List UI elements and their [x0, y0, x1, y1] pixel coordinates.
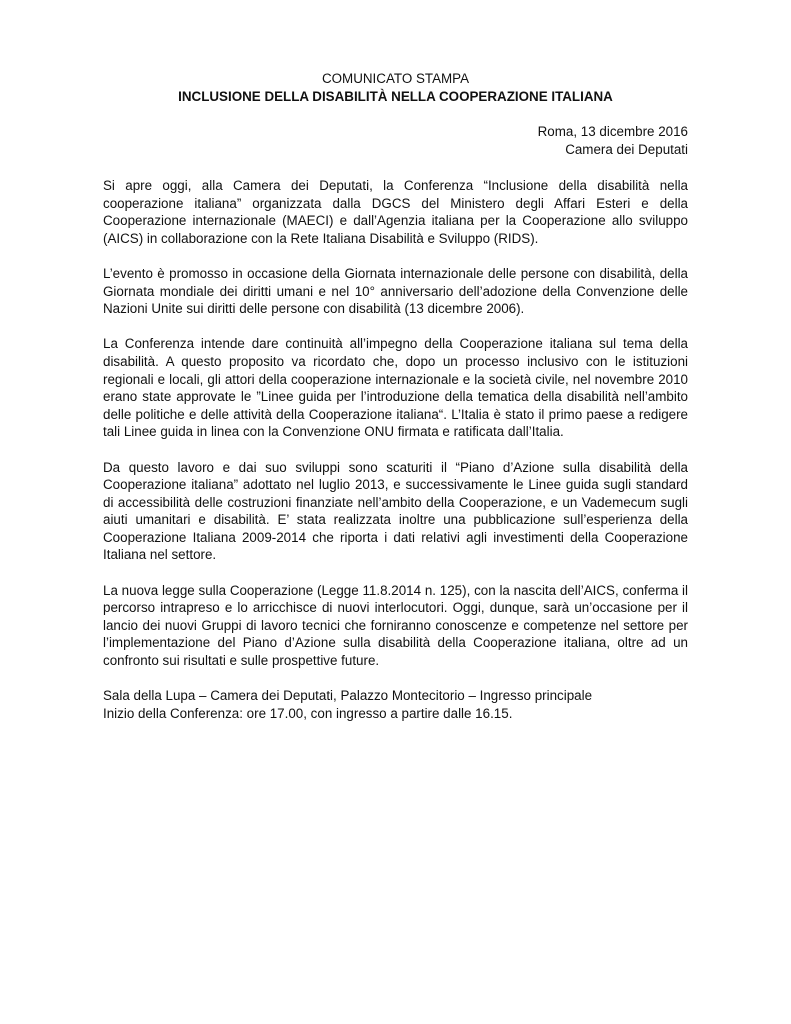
document-header: [103, 70, 688, 105]
place-date-block: [103, 123, 688, 158]
document-body: [103, 177, 688, 722]
paragraph-2: L’evento è promosso in occasione della Giornata internazionale delle persone con disabilità, della Giornata mondiale dei diritti umani e nel 10° anniversario dell’adozione della Convenzione delle Nazioni Unite sui diritti delle persone con disabilità (13 dicembre 2006).: [103, 265, 688, 317]
event-venue: Sala della Lupa – Camera dei Deputati, Palazzo Montecitorio – Ingresso principale: [103, 688, 593, 704]
release-place: Camera dei Deputati: [565, 141, 688, 157]
release-date: Roma, 13 dicembre 2016: [537, 124, 688, 139]
event-info: [103, 687, 688, 722]
paragraph-1: Si apre oggi, alla Camera dei Deputati, la Conferenza “Inclusione della disabilità nella cooperazione italiana” organizzata dalla DGCS del Ministero degli Affari Esteri e della Cooperazione internazionale (MAECI) e dall’Agenzia italiana per la Cooperazione allo sviluppo (AICS) in collaborazione con la Rete Italiana Disabilità e Sviluppo (RIDS).: [103, 178, 688, 246]
document-title: INCLUSIONE DELLA DISABILITÀ NELLA COOPERAZIONE ITALIANA: [178, 88, 613, 104]
paragraph-4: Da questo lavoro e dai suo sviluppi sono scaturiti il “Piano d’Azione sulla disabilità della Cooperazione italiana” adottato nel luglio 2013, e successivamente le Linee guida sugli standard di accessibilità delle costruzioni finanziate nell’ambito della Cooperazione, e un Vademecum sugli aiuti umanitari e disabilità. E’ stata realizzata inoltre una pubblicazione sull’esperienza della Cooperazione Italiana 2009-2014 che riporta i dati relativi agli investimenti della Cooperazione Italiana nel settore.: [103, 459, 688, 563]
event-time: Inizio della Conferenza: ore 17.00, con ingresso a partire dalle 16.15.: [103, 705, 513, 721]
paragraph-3: La Conferenza intende dare continuità all’impegno della Cooperazione italiana sul tema della disabilità. A questo proposito va ricordato che, dopo un processo inclusivo con le istituzioni regionali e locali, gli attori della cooperazione internazionale e la società civile, nel novembre 2010 erano state approvate le ”Linee guida per l’introduzione della tematica della disabilità nell’ambito delle politiche e delle attività della Cooperazione italiana“. L’Italia è stato il primo paese a redigere tali Linee guida in linea con la Convenzione ONU firmata e ratificata dall’Italia.: [103, 336, 688, 440]
paragraph-5: La nuova legge sulla Cooperazione (Legge 11.8.2014 n. 125), con la nascita dell’AICS, conferma il percorso intrapreso e lo arricchisce di nuovi interlocutori. Oggi, dunque, sarà un’occasione per il lancio dei nuovi Gruppi di lavoro tecnici che forniranno conoscenze e competenze nel settore per l’implementazione del Piano d’Azione sulla disabilità della Cooperazione italiana, oltre ad un confronto sui risultati e sulle prospettive future.: [103, 582, 688, 669]
document-kicker: COMUNICATO STAMPA: [321, 71, 470, 86]
